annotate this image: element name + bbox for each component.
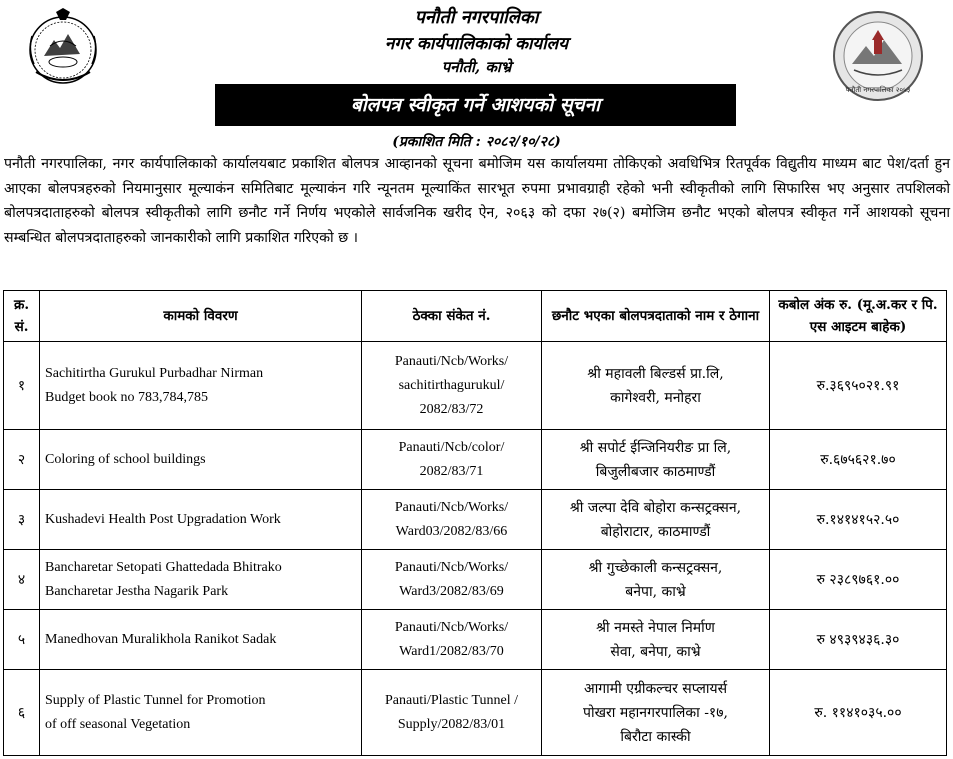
row-bidder: श्री नमस्ते नेपाल निर्माण सेवा, बनेपा, काभ्रे xyxy=(542,610,770,670)
row-contract-id: Panauti/Ncb/color/ 2082/83/71 xyxy=(362,430,542,490)
table-row xyxy=(4,430,947,490)
notice-title: बोलपत्र स्वीकृत गर्ने आशयको सूचना xyxy=(215,84,736,126)
row-contract-id: Panauti/Ncb/Works/ Ward1/2082/83/70 xyxy=(362,610,542,670)
row-amount: रु.३६९५०२१.९१ xyxy=(770,342,947,430)
table-header-row xyxy=(4,291,947,342)
table-row xyxy=(4,610,947,670)
row-sn: ६ xyxy=(4,670,40,756)
row-amount: रु.६७५६२१.७० xyxy=(770,430,947,490)
table-row xyxy=(4,490,947,550)
col-header-contract-id: ठेक्का संकेत नं. xyxy=(362,291,542,342)
row-bidder: आगामी एग्रीकल्चर सप्लायर्स पोखरा महानगरपालिका -१७, बिरौटा कास्की xyxy=(542,670,770,756)
table-row xyxy=(4,342,947,430)
office-location: पनौती, काभ्रे xyxy=(441,58,512,76)
col-header-description: कामको विवरण xyxy=(40,291,362,342)
row-bidder: श्री गुच्छेकाली कन्सट्रक्सन, बनेपा, काभ्रे xyxy=(542,550,770,610)
row-contract-id: Panauti/Ncb/Works/ Ward03/2082/83/66 xyxy=(362,490,542,550)
org-name: पनौती नगरपालिका xyxy=(414,7,539,28)
tender-table xyxy=(3,290,947,756)
col-header-amount: कबोल अंक रु. (मू.अ.कर र पि. एस आइटम बाहेक) xyxy=(770,291,947,342)
row-amount: रु. ११४१०३५.०० xyxy=(770,670,947,756)
row-description: Supply of Plastic Tunnel for Promotion of off seasonal Vegetation xyxy=(40,670,362,756)
col-header-sn: क्र. सं. xyxy=(4,291,40,342)
row-description: Coloring of school buildings xyxy=(40,430,362,490)
row-amount: रु.१४१४१५२.५० xyxy=(770,490,947,550)
row-bidder: श्री महावली बिल्डर्स प्रा.लि, कागेश्वरी, मनोहरा xyxy=(542,342,770,430)
row-bidder: श्री सपोर्ट ईन्जिनियरीङ प्रा लि, बिजुलीबजार काठमाण्डौं xyxy=(542,430,770,490)
row-sn: ५ xyxy=(4,610,40,670)
row-description: Sachitirtha Gurukul Purbadhar Nirman Budget book no 783,784,785 xyxy=(40,342,362,430)
row-description: Manedhovan Muralikhola Ranikot Sadak xyxy=(40,610,362,670)
right-logo-text: पनौती नगरपालिका २०५३ xyxy=(845,86,911,94)
row-sn: ४ xyxy=(4,550,40,610)
row-amount: रु ४९३९४३६.३० xyxy=(770,610,947,670)
row-description: Bancharetar Setopati Ghattedada Bhitrako Bancharetar Jestha Nagarik Park xyxy=(40,550,362,610)
row-bidder: श्री जल्पा देवि बोहोरा कन्सट्रक्सन, बोहोराटार, काठमाण्डौं xyxy=(542,490,770,550)
row-amount: रु २३८९७६१.०० xyxy=(770,550,947,610)
row-sn: ३ xyxy=(4,490,40,550)
table-row xyxy=(4,670,947,756)
row-contract-id: Panauti/Ncb/Works/ sachitirthagurukul/ 2082/83/72 xyxy=(362,342,542,430)
row-contract-id: Panauti/Ncb/Works/ Ward3/2082/83/69 xyxy=(362,550,542,610)
notice-body: पनौती नगरपालिका, नगर कार्यपालिकाको कार्यालयबाट प्रकाशित बोलपत्र आव्हानको सूचना बमोजिम यस कार्यालयमा तोकिएको अवधिभित्र रितपूर्वक विद्युतीय माध्यम बाट पेश/दर्ता हुन आएका बोलपत्रहरुको नियमानुसार मूल्याकंन समितिबाट मूल्याकंन गरि न्यूनतम मूल्याकिंत सारभूत रुपमा प्रभावग्राही रहेको भनी स्वीकृतीको लागि सिफारिस भए अनुसार तपशिलको बोलपत्रदाताहरुको बोलपत्र स्वीकृतीको लागि छनौट गर्ने निर्णय भएकोले सार्वजनिक खरीद ऐन, २०६३ को दफा २७(२) बमोजिम छनौट भएको बोलपत्र स्वीकृत गर्ने आशयको सूचना सम्बन्धित बोलपत्रदाताहरुको जानकारीको लागि प्रकाशित गरिएको छ । xyxy=(4,156,950,246)
row-sn: २ xyxy=(4,430,40,490)
col-header-bidder: छनौट भएका बोलपत्रदाताको नाम र ठेगाना xyxy=(542,291,770,342)
office-name: नगर कार्यपालिकाको कार्यालय xyxy=(384,34,569,54)
row-contract-id: Panauti/Plastic Tunnel / Supply/2082/83/01 xyxy=(362,670,542,756)
table-row xyxy=(4,550,947,610)
published-date: (प्रकाशित मिति : २०८२/१०/२८) xyxy=(392,134,561,150)
row-description: Kushadevi Health Post Upgradation Work xyxy=(40,490,362,550)
row-sn: १ xyxy=(4,342,40,430)
